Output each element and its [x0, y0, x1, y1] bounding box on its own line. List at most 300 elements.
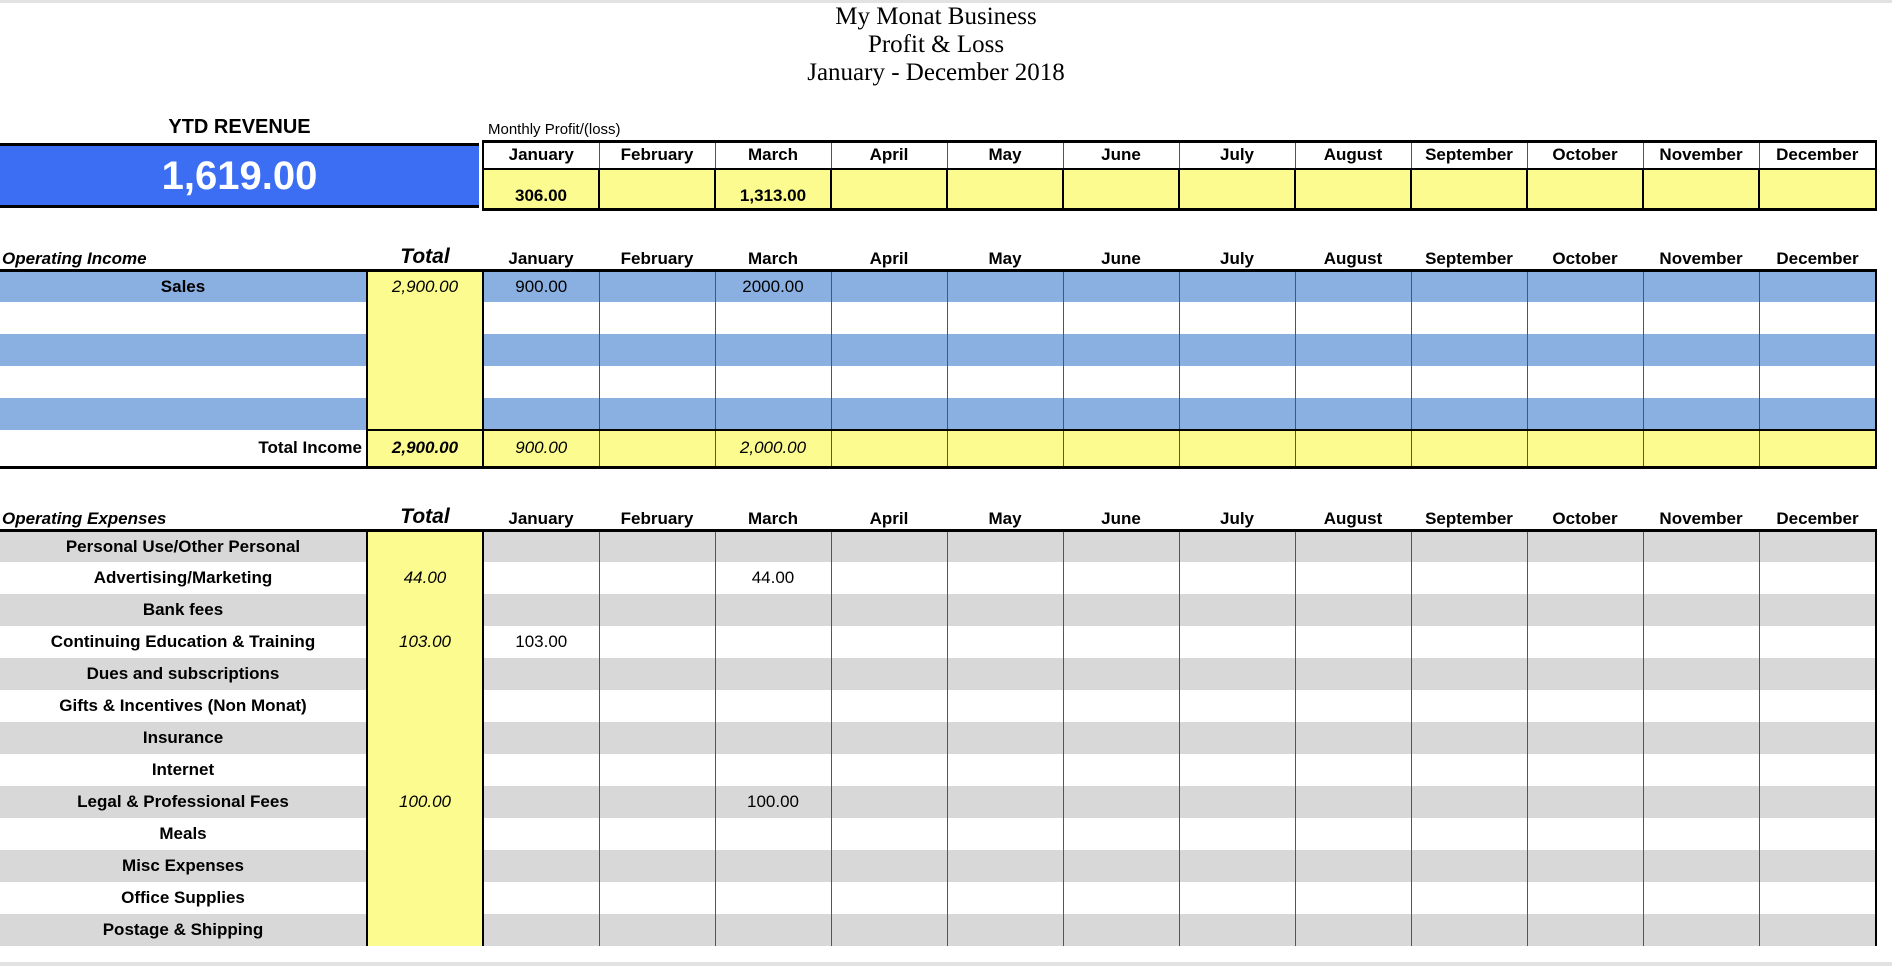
- month-value-cell[interactable]: [1411, 366, 1527, 398]
- report-title-line-3: January - December 2018: [807, 59, 1065, 86]
- row-label[interactable]: Personal Use/Other Personal: [0, 530, 367, 562]
- month-value-cell[interactable]: [1759, 594, 1876, 626]
- month-value-cell[interactable]: [1411, 754, 1527, 786]
- month-value-cell[interactable]: [1063, 818, 1179, 850]
- profit-cell[interactable]: [1295, 169, 1411, 210]
- total-income-cell[interactable]: [947, 430, 1063, 467]
- month-value-cell[interactable]: [1295, 530, 1411, 562]
- month-value-cell[interactable]: [1063, 594, 1179, 626]
- month-value-cell[interactable]: [599, 914, 715, 946]
- total-income-cell[interactable]: 900.00: [483, 430, 599, 467]
- monthly-profit-table: [0, 140, 1877, 211]
- total-income-cell[interactable]: [1179, 430, 1295, 467]
- month-value-cell[interactable]: [1527, 658, 1643, 690]
- total-income-row: [0, 430, 1876, 467]
- month-value-cell[interactable]: [1411, 626, 1527, 658]
- row-total-cell[interactable]: [367, 302, 483, 334]
- month-value-cell[interactable]: [1759, 334, 1876, 366]
- month-value-cell[interactable]: [1063, 690, 1179, 722]
- month-value-cell[interactable]: [715, 398, 831, 430]
- month-value-cell[interactable]: [1759, 398, 1876, 430]
- row-total-cell[interactable]: 2,900.00: [367, 270, 483, 302]
- month-value-cell[interactable]: [1527, 398, 1643, 430]
- month-value-cell[interactable]: [1643, 882, 1759, 914]
- total-income-cell[interactable]: [1527, 430, 1643, 467]
- total-income-total[interactable]: 2,900.00: [367, 430, 483, 467]
- ytd-revenue-value[interactable]: 1,619.00: [0, 143, 479, 208]
- month-value-cell[interactable]: [1527, 690, 1643, 722]
- month-value-cell[interactable]: [1411, 562, 1527, 594]
- month-value-cell[interactable]: [1411, 850, 1527, 882]
- month-value-cell[interactable]: [1179, 690, 1295, 722]
- month-value-cell[interactable]: [599, 270, 715, 302]
- month-value-cell[interactable]: [1179, 302, 1295, 334]
- month-value-cell[interactable]: [1295, 882, 1411, 914]
- month-header: April: [831, 142, 947, 169]
- month-value-cell[interactable]: [831, 302, 947, 334]
- month-value-cell[interactable]: [1759, 366, 1876, 398]
- month-value-cell[interactable]: [483, 754, 599, 786]
- row-total-cell[interactable]: [367, 850, 483, 882]
- month-value-cell[interactable]: [1063, 366, 1179, 398]
- month-value-cell[interactable]: [831, 270, 947, 302]
- row-total-cell[interactable]: [367, 530, 483, 562]
- month-value-cell[interactable]: [1063, 722, 1179, 754]
- month-value-cell[interactable]: [1179, 398, 1295, 430]
- month-value-cell[interactable]: [947, 302, 1063, 334]
- month-value-cell[interactable]: [1411, 914, 1527, 946]
- month-value-cell[interactable]: [1527, 914, 1643, 946]
- month-value-cell[interactable]: [1179, 914, 1295, 946]
- month-value-cell[interactable]: [599, 754, 715, 786]
- month-value-cell[interactable]: [599, 722, 715, 754]
- total-income-cell[interactable]: [1063, 430, 1179, 467]
- row-total-cell[interactable]: [367, 690, 483, 722]
- month-value-cell[interactable]: [947, 690, 1063, 722]
- month-value-cell[interactable]: [947, 754, 1063, 786]
- profit-cell[interactable]: 1,313.00: [715, 169, 831, 210]
- total-income-label: Total Income: [0, 430, 367, 467]
- total-income-cell[interactable]: [1295, 430, 1411, 467]
- month-value-cell[interactable]: [715, 366, 831, 398]
- month-value-cell[interactable]: [599, 562, 715, 594]
- monthly-profit-header-row: [0, 142, 1876, 169]
- row-total-cell[interactable]: 100.00: [367, 786, 483, 818]
- month-value-cell[interactable]: [483, 786, 599, 818]
- month-value-cell[interactable]: [1527, 270, 1643, 302]
- month-value-cell[interactable]: [1643, 658, 1759, 690]
- month-value-cell[interactable]: [1643, 366, 1759, 398]
- month-value-cell[interactable]: [1179, 658, 1295, 690]
- month-value-cell[interactable]: [715, 594, 831, 626]
- month-value-cell[interactable]: [1411, 398, 1527, 430]
- month-value-cell[interactable]: [599, 658, 715, 690]
- row-label[interactable]: Meals: [0, 818, 367, 850]
- month-value-cell[interactable]: [1063, 270, 1179, 302]
- month-value-cell[interactable]: [715, 530, 831, 562]
- row-label[interactable]: [0, 302, 367, 334]
- month-value-cell[interactable]: [599, 850, 715, 882]
- month-value-cell[interactable]: [1063, 786, 1179, 818]
- month-value-cell[interactable]: [1063, 658, 1179, 690]
- row-total-cell[interactable]: [367, 722, 483, 754]
- month-value-cell[interactable]: [1295, 722, 1411, 754]
- month-value-cell[interactable]: [1759, 882, 1876, 914]
- month-value-cell[interactable]: [1411, 882, 1527, 914]
- month-value-cell[interactable]: [1295, 366, 1411, 398]
- month-value-cell[interactable]: [1643, 722, 1759, 754]
- month-value-cell[interactable]: [1063, 530, 1179, 562]
- month-value-cell[interactable]: [1759, 786, 1876, 818]
- month-value-cell[interactable]: [1527, 594, 1643, 626]
- month-value-cell[interactable]: [947, 722, 1063, 754]
- month-value-cell[interactable]: [599, 302, 715, 334]
- profit-cell[interactable]: [1527, 169, 1643, 210]
- month-value-cell[interactable]: [1527, 850, 1643, 882]
- month-value-cell[interactable]: [831, 914, 947, 946]
- month-value-cell[interactable]: [1295, 334, 1411, 366]
- month-value-cell[interactable]: [1759, 530, 1876, 562]
- month-value-cell[interactable]: [831, 334, 947, 366]
- row-label[interactable]: Advertising/Marketing: [0, 562, 367, 594]
- profit-cell[interactable]: [1643, 169, 1759, 210]
- month-value-cell[interactable]: [1527, 366, 1643, 398]
- month-value-cell[interactable]: [483, 882, 599, 914]
- month-value-cell[interactable]: [1643, 302, 1759, 334]
- month-value-cell[interactable]: [1759, 722, 1876, 754]
- month-value-cell[interactable]: [1643, 530, 1759, 562]
- row-total-cell[interactable]: [367, 882, 483, 914]
- month-value-cell[interactable]: [483, 818, 599, 850]
- month-value-cell[interactable]: [1295, 562, 1411, 594]
- month-value-cell[interactable]: [1063, 754, 1179, 786]
- month-value-cell[interactable]: [947, 658, 1063, 690]
- month-header: May: [988, 248, 1022, 268]
- month-value-cell[interactable]: [947, 914, 1063, 946]
- row-label[interactable]: Postage & Shipping: [0, 914, 367, 946]
- month-value-cell[interactable]: [1759, 626, 1876, 658]
- month-value-cell[interactable]: [1411, 690, 1527, 722]
- month-value-cell[interactable]: [831, 398, 947, 430]
- month-value-cell[interactable]: [1179, 786, 1295, 818]
- row-label[interactable]: Insurance: [0, 722, 367, 754]
- table-row: [0, 334, 1876, 366]
- month-value-cell[interactable]: [715, 302, 831, 334]
- month-value-cell[interactable]: 103.00: [483, 626, 599, 658]
- row-total-cell[interactable]: [367, 818, 483, 850]
- month-value-cell[interactable]: [947, 594, 1063, 626]
- month-value-cell[interactable]: [1527, 334, 1643, 366]
- month-value-cell[interactable]: [599, 530, 715, 562]
- month-value-cell[interactable]: [831, 786, 947, 818]
- row-total-cell[interactable]: [367, 334, 483, 366]
- profit-cell[interactable]: [599, 169, 715, 210]
- profit-cell[interactable]: [947, 169, 1063, 210]
- row-label[interactable]: [0, 398, 367, 430]
- month-value-cell[interactable]: 900.00: [483, 270, 599, 302]
- profit-cell[interactable]: [831, 169, 947, 210]
- month-value-cell[interactable]: [831, 626, 947, 658]
- month-value-cell[interactable]: [1527, 818, 1643, 850]
- month-value-cell[interactable]: [483, 302, 599, 334]
- row-label[interactable]: [0, 366, 367, 398]
- month-header: July: [1219, 508, 1255, 528]
- month-value-cell[interactable]: [715, 754, 831, 786]
- month-value-cell[interactable]: [715, 882, 831, 914]
- row-total-cell[interactable]: 103.00: [367, 626, 483, 658]
- total-income-cell[interactable]: [1411, 430, 1527, 467]
- month-value-cell[interactable]: [947, 818, 1063, 850]
- month-value-cell[interactable]: [1179, 818, 1295, 850]
- month-value-cell[interactable]: [1063, 882, 1179, 914]
- month-value-cell[interactable]: [1643, 850, 1759, 882]
- month-value-cell[interactable]: [831, 722, 947, 754]
- month-value-cell[interactable]: [1179, 722, 1295, 754]
- month-value-cell[interactable]: [1527, 302, 1643, 334]
- month-value-cell[interactable]: [1295, 850, 1411, 882]
- month-value-cell[interactable]: [483, 366, 599, 398]
- row-label[interactable]: [0, 334, 367, 366]
- month-value-cell[interactable]: [1295, 398, 1411, 430]
- month-value-cell[interactable]: [483, 530, 599, 562]
- month-value-cell[interactable]: [1411, 594, 1527, 626]
- month-value-cell[interactable]: [831, 690, 947, 722]
- month-value-cell[interactable]: [1643, 334, 1759, 366]
- month-value-cell[interactable]: [599, 334, 715, 366]
- month-value-cell[interactable]: 44.00: [715, 562, 831, 594]
- month-value-cell[interactable]: [1527, 786, 1643, 818]
- row-total-cell[interactable]: 44.00: [367, 562, 483, 594]
- month-value-cell[interactable]: [1295, 626, 1411, 658]
- month-value-cell[interactable]: [1527, 754, 1643, 786]
- month-value-cell[interactable]: [947, 334, 1063, 366]
- month-header: October: [1552, 248, 1618, 268]
- month-value-cell[interactable]: [1179, 562, 1295, 594]
- month-value-cell[interactable]: [1643, 270, 1759, 302]
- month-header: July: [1219, 248, 1255, 268]
- month-value-cell[interactable]: [599, 818, 715, 850]
- month-value-cell[interactable]: [1411, 818, 1527, 850]
- month-value-cell[interactable]: [1063, 562, 1179, 594]
- month-value-cell[interactable]: [831, 818, 947, 850]
- month-value-cell[interactable]: [831, 562, 947, 594]
- month-value-cell[interactable]: [483, 562, 599, 594]
- month-value-cell[interactable]: [947, 530, 1063, 562]
- month-value-cell[interactable]: [1411, 658, 1527, 690]
- month-value-cell[interactable]: [1179, 594, 1295, 626]
- month-value-cell[interactable]: [1179, 530, 1295, 562]
- month-value-cell[interactable]: [947, 786, 1063, 818]
- month-value-cell[interactable]: [947, 270, 1063, 302]
- month-value-cell[interactable]: [1179, 626, 1295, 658]
- month-value-cell[interactable]: [1759, 302, 1876, 334]
- month-value-cell[interactable]: [1411, 270, 1527, 302]
- month-value-cell[interactable]: [1063, 302, 1179, 334]
- month-value-cell[interactable]: [715, 722, 831, 754]
- month-value-cell[interactable]: [599, 398, 715, 430]
- month-value-cell[interactable]: [1295, 914, 1411, 946]
- operating-income-table: [0, 238, 1877, 469]
- profit-cell[interactable]: [1759, 169, 1876, 210]
- month-value-cell[interactable]: [947, 850, 1063, 882]
- month-value-cell[interactable]: [483, 658, 599, 690]
- month-value-cell[interactable]: [1063, 850, 1179, 882]
- month-value-cell[interactable]: [483, 914, 599, 946]
- monthly-profit-values-row: [0, 169, 1876, 210]
- month-value-cell[interactable]: [1527, 722, 1643, 754]
- month-value-cell[interactable]: [1643, 398, 1759, 430]
- month-value-cell[interactable]: [1759, 690, 1876, 722]
- month-value-cell[interactable]: [483, 850, 599, 882]
- month-value-cell[interactable]: [715, 658, 831, 690]
- month-value-cell[interactable]: [1759, 562, 1876, 594]
- month-value-cell[interactable]: 2000.00: [715, 270, 831, 302]
- month-value-cell[interactable]: [1643, 818, 1759, 850]
- profit-cell[interactable]: [1179, 169, 1295, 210]
- month-value-cell[interactable]: [1063, 914, 1179, 946]
- month-value-cell[interactable]: [1411, 334, 1527, 366]
- month-value-cell[interactable]: [1643, 754, 1759, 786]
- month-value-cell[interactable]: [1411, 786, 1527, 818]
- total-income-cell[interactable]: [599, 430, 715, 467]
- profit-cell[interactable]: [1411, 169, 1527, 210]
- operating-expenses-table: [0, 498, 1877, 946]
- month-value-cell[interactable]: [1179, 366, 1295, 398]
- month-value-cell[interactable]: [1179, 270, 1295, 302]
- month-value-cell[interactable]: [1643, 562, 1759, 594]
- month-value-cell[interactable]: [947, 366, 1063, 398]
- month-value-cell[interactable]: [483, 722, 599, 754]
- profit-cell[interactable]: [1063, 169, 1179, 210]
- month-value-cell[interactable]: [1063, 398, 1179, 430]
- row-total-cell[interactable]: [367, 658, 483, 690]
- month-header: March: [747, 508, 799, 528]
- profit-cell[interactable]: 306.00: [483, 169, 599, 210]
- total-income-cell[interactable]: 2,000.00: [715, 430, 831, 467]
- month-value-cell[interactable]: [599, 594, 715, 626]
- month-value-cell[interactable]: [1759, 754, 1876, 786]
- month-value-cell[interactable]: [1179, 882, 1295, 914]
- month-value-cell[interactable]: [1643, 626, 1759, 658]
- month-value-cell[interactable]: [483, 594, 599, 626]
- month-value-cell[interactable]: [1643, 690, 1759, 722]
- month-value-cell[interactable]: [1759, 270, 1876, 302]
- month-value-cell[interactable]: [1643, 786, 1759, 818]
- month-value-cell[interactable]: [1295, 658, 1411, 690]
- row-label[interactable]: Dues and subscriptions: [0, 658, 367, 690]
- row-label[interactable]: Internet: [0, 754, 367, 786]
- month-value-cell[interactable]: [483, 334, 599, 366]
- month-value-cell[interactable]: [1527, 626, 1643, 658]
- total-income-cell[interactable]: [831, 430, 947, 467]
- month-value-cell[interactable]: [1063, 626, 1179, 658]
- row-total-cell[interactable]: [367, 754, 483, 786]
- month-value-cell[interactable]: [1527, 882, 1643, 914]
- row-label[interactable]: Bank fees: [0, 594, 367, 626]
- month-value-cell[interactable]: [1759, 658, 1876, 690]
- month-header: June: [1101, 508, 1141, 528]
- operating-income-title: Operating Income: [2, 248, 147, 268]
- row-label[interactable]: Office Supplies: [0, 882, 367, 914]
- month-value-cell[interactable]: [1411, 722, 1527, 754]
- month-value-cell[interactable]: [715, 626, 831, 658]
- month-value-cell[interactable]: [831, 366, 947, 398]
- month-value-cell[interactable]: [831, 658, 947, 690]
- month-value-cell[interactable]: [715, 914, 831, 946]
- month-value-cell[interactable]: [1643, 914, 1759, 946]
- month-value-cell[interactable]: [831, 754, 947, 786]
- month-value-cell[interactable]: [1295, 302, 1411, 334]
- month-value-cell[interactable]: [831, 850, 947, 882]
- row-label[interactable]: Continuing Education & Training: [0, 626, 367, 658]
- month-value-cell[interactable]: [831, 594, 947, 626]
- month-value-cell[interactable]: [599, 626, 715, 658]
- month-value-cell[interactable]: [831, 530, 947, 562]
- total-income-cell[interactable]: [1643, 430, 1759, 467]
- month-value-cell[interactable]: [1759, 914, 1876, 946]
- month-value-cell[interactable]: [1411, 302, 1527, 334]
- month-value-cell[interactable]: [831, 882, 947, 914]
- month-value-cell[interactable]: [483, 398, 599, 430]
- month-value-cell[interactable]: 100.00: [715, 786, 831, 818]
- month-value-cell[interactable]: [947, 626, 1063, 658]
- month-value-cell[interactable]: [715, 690, 831, 722]
- row-total-cell[interactable]: [367, 914, 483, 946]
- month-value-cell[interactable]: [1295, 818, 1411, 850]
- month-value-cell[interactable]: [599, 786, 715, 818]
- month-value-cell[interactable]: [1643, 594, 1759, 626]
- month-value-cell[interactable]: [599, 366, 715, 398]
- month-value-cell[interactable]: [715, 334, 831, 366]
- month-value-cell[interactable]: [1295, 594, 1411, 626]
- row-label[interactable]: Gifts & Incentives (Non Monat): [0, 690, 367, 722]
- month-value-cell[interactable]: [947, 398, 1063, 430]
- row-total-cell[interactable]: [367, 594, 483, 626]
- month-value-cell[interactable]: [1179, 850, 1295, 882]
- month-value-cell[interactable]: [947, 562, 1063, 594]
- row-label[interactable]: Sales: [0, 270, 367, 302]
- month-value-cell[interactable]: [715, 850, 831, 882]
- month-header: August: [1295, 142, 1411, 169]
- month-value-cell[interactable]: [1063, 334, 1179, 366]
- row-total-cell[interactable]: [367, 398, 483, 430]
- month-value-cell[interactable]: [947, 882, 1063, 914]
- total-income-cell[interactable]: [1759, 430, 1876, 467]
- month-value-cell[interactable]: [1179, 334, 1295, 366]
- row-label[interactable]: Legal & Professional Fees: [0, 786, 367, 818]
- month-value-cell[interactable]: [599, 882, 715, 914]
- month-value-cell[interactable]: [1295, 690, 1411, 722]
- month-value-cell[interactable]: [1295, 270, 1411, 302]
- month-value-cell[interactable]: [715, 818, 831, 850]
- month-header: February: [620, 508, 694, 528]
- month-value-cell[interactable]: [1759, 850, 1876, 882]
- table-row: [0, 658, 1876, 690]
- month-value-cell[interactable]: [1411, 530, 1527, 562]
- ytd-revenue-label: YTD REVENUE: [168, 116, 311, 138]
- month-value-cell[interactable]: [599, 690, 715, 722]
- month-value-cell[interactable]: [1179, 754, 1295, 786]
- month-value-cell[interactable]: [1527, 562, 1643, 594]
- month-value-cell[interactable]: [1295, 786, 1411, 818]
- month-value-cell[interactable]: [1295, 754, 1411, 786]
- row-total-cell[interactable]: [367, 366, 483, 398]
- month-value-cell[interactable]: [483, 690, 599, 722]
- month-value-cell[interactable]: [1527, 530, 1643, 562]
- row-label[interactable]: Misc Expenses: [0, 850, 367, 882]
- month-header: August: [1323, 248, 1383, 268]
- month-value-cell[interactable]: [1759, 818, 1876, 850]
